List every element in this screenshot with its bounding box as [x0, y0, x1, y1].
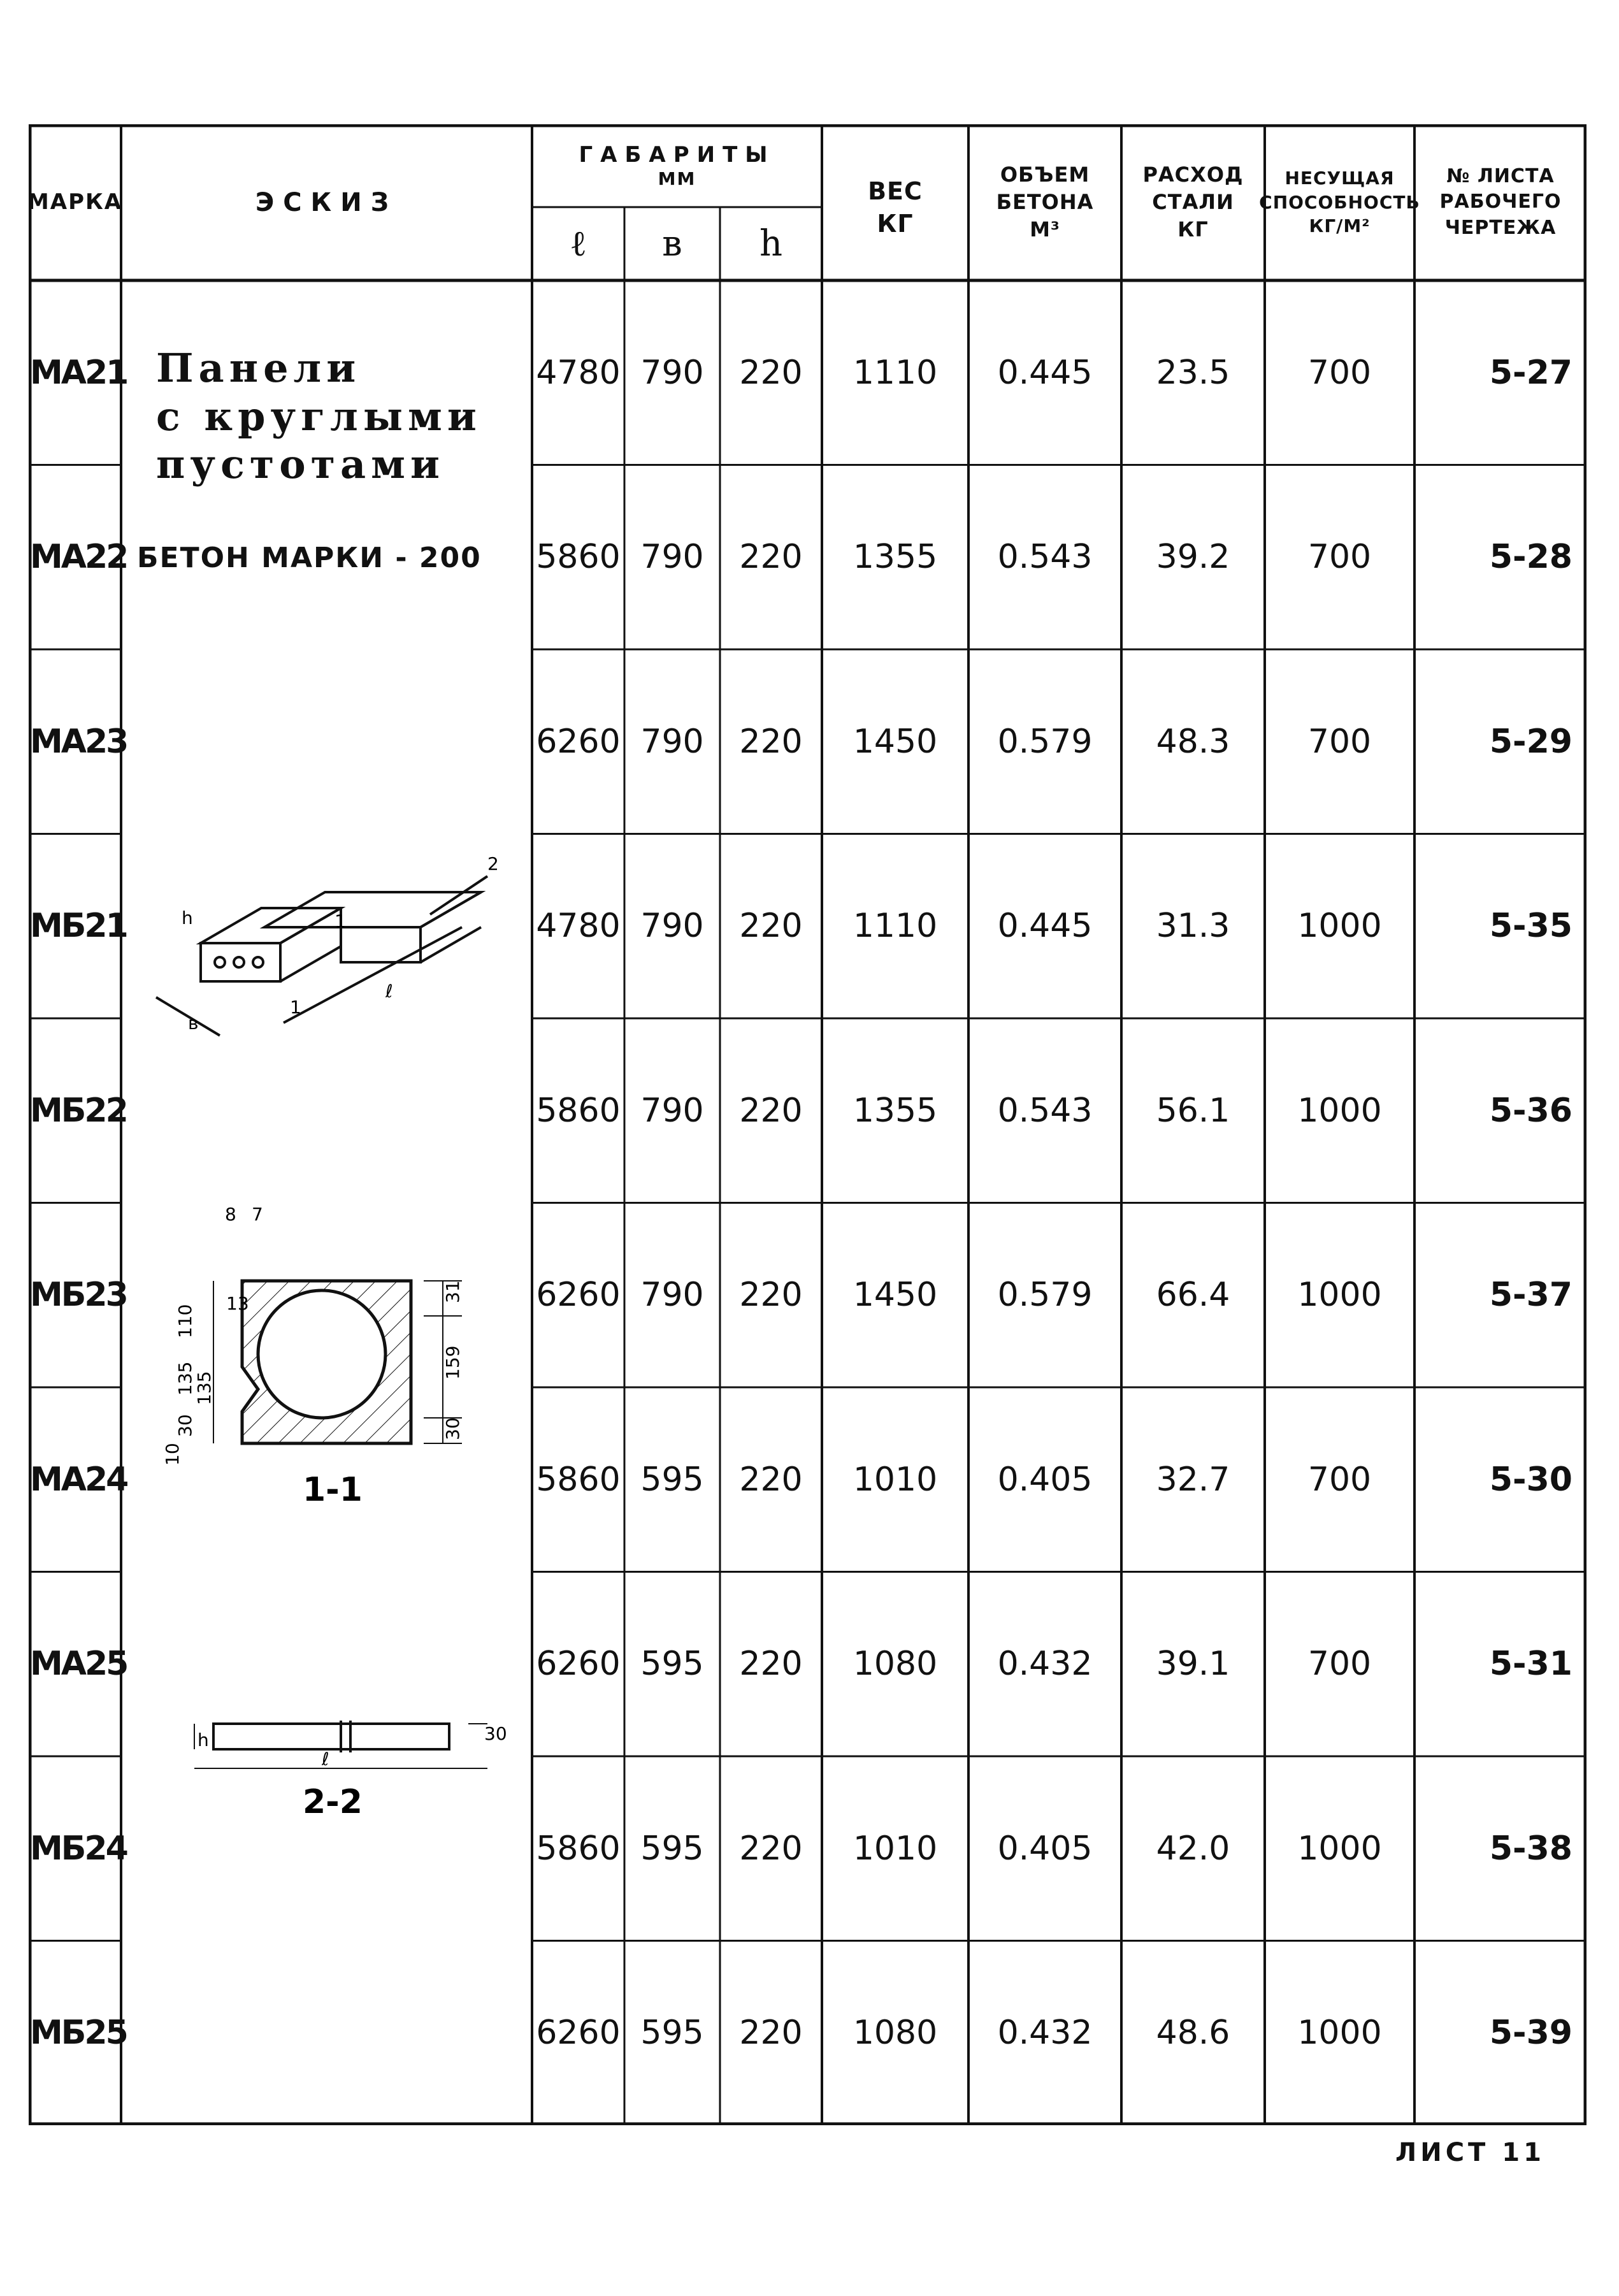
long-dim-30: 30	[484, 1723, 507, 1744]
header-capacity-line2: СПОСОБНОСТЬ	[1259, 191, 1420, 213]
sec-dim-8: 8	[225, 1204, 236, 1225]
cell-h: 220	[739, 2014, 803, 2053]
header-steel-line2: СТАЛИ	[1152, 189, 1234, 214]
header-sheet-line1: № ЛИСТА	[1446, 164, 1555, 187]
cell-sheet: 5-27	[1489, 353, 1572, 392]
cell-weight: 1450	[853, 722, 938, 761]
cell-h: 220	[739, 907, 803, 946]
sketch-title-line1: Панели	[156, 345, 361, 391]
long-dim-l: ℓ	[322, 1749, 329, 1770]
sec-dim-135b: 135	[194, 1371, 215, 1405]
cell-weight: 1080	[853, 2014, 938, 2053]
header-steel-line3: КГ	[1177, 217, 1209, 242]
cell-volume: 0.445	[997, 907, 1093, 946]
cell-b: 595	[640, 2014, 704, 2053]
iso-dim-1a: 1	[335, 911, 346, 932]
cell-mark: МА23	[30, 722, 127, 761]
cell-capacity: 700	[1307, 722, 1372, 761]
header-dimensions-title: ГАБАРИТЫ	[579, 141, 775, 168]
cell-steel: 39.2	[1156, 538, 1230, 577]
cell-capacity: 1000	[1297, 1276, 1382, 1315]
cell-weight: 1010	[853, 1829, 938, 1868]
cell-mark: МБ23	[30, 1276, 127, 1315]
cell-sheet: 5-30	[1489, 1460, 1572, 1499]
header-weight	[822, 124, 968, 280]
iso-dim-2: 2	[487, 853, 499, 874]
header-dim-h: h	[759, 223, 783, 264]
cell-b: 790	[640, 353, 704, 392]
cell-volume: 0.543	[997, 1091, 1093, 1130]
header-dim-b: в	[662, 223, 682, 264]
cell-weight: 1110	[853, 353, 938, 392]
cell-l: 6260	[536, 1276, 621, 1315]
sec-dim-135a: 135	[175, 1361, 196, 1396]
cell-capacity: 1000	[1297, 1091, 1382, 1130]
cell-mark: МБ25	[30, 2014, 127, 2053]
sec-dim-10: 10	[162, 1443, 183, 1466]
iso-dim-b: в	[188, 1013, 199, 1034]
cell-weight: 1110	[853, 907, 938, 946]
cell-weight: 1355	[853, 538, 938, 577]
sketch-title-line2: с круглыми	[156, 393, 482, 440]
cell-volume: 0.405	[997, 1460, 1093, 1499]
sec-dim-13: 13	[226, 1293, 249, 1314]
cell-steel: 31.3	[1156, 907, 1230, 946]
cell-mark: МБ24	[30, 1829, 127, 1868]
cell-sheet: 5-28	[1489, 538, 1572, 577]
cell-volume: 0.579	[997, 722, 1093, 761]
sec-dim-110: 110	[175, 1304, 196, 1338]
header-sheet-line3: ЧЕРТЕЖА	[1444, 216, 1557, 239]
cell-b: 790	[640, 1276, 704, 1315]
cell-l: 4780	[536, 353, 621, 392]
cell-h: 220	[739, 1645, 803, 1684]
cell-weight: 1450	[853, 1276, 938, 1315]
sec-dim-30: 30	[175, 1414, 196, 1437]
concrete-grade: БЕТОН МАРКИ - 200	[137, 542, 482, 574]
cell-capacity: 1000	[1297, 907, 1382, 946]
cell-volume: 0.432	[997, 1645, 1093, 1684]
header-volume-line3: М³	[1030, 217, 1060, 242]
cell-l: 5860	[536, 1829, 621, 1868]
cell-steel: 39.1	[1156, 1645, 1230, 1684]
cell-sheet: 5-29	[1489, 722, 1572, 761]
header-sheet	[1414, 124, 1587, 280]
cell-h: 220	[739, 1091, 803, 1130]
spec-sheet	[29, 124, 1587, 2125]
cell-steel: 32.7	[1156, 1460, 1230, 1499]
cell-sheet: 5-36	[1489, 1091, 1572, 1130]
cell-h: 220	[739, 353, 803, 392]
sketch-title-line3: пустотами	[156, 441, 445, 488]
cell-capacity: 700	[1307, 538, 1372, 577]
cell-steel: 66.4	[1156, 1276, 1230, 1315]
cell-mark: МБ22	[30, 1091, 127, 1130]
cell-volume: 0.445	[997, 353, 1093, 392]
cell-sheet: 5-38	[1489, 1829, 1572, 1868]
header-capacity-line1: НЕСУЩАЯ	[1284, 167, 1395, 189]
iso-dim-h: h	[182, 907, 193, 928]
cell-l: 5860	[536, 1460, 621, 1499]
cell-b: 790	[640, 1091, 704, 1130]
cell-l: 5860	[536, 538, 621, 577]
header-weight-line2: КГ	[877, 210, 914, 238]
header-volume	[968, 124, 1121, 280]
panel-isometric-sketch	[131, 832, 532, 1042]
sec-dim-7: 7	[252, 1204, 263, 1225]
sec-dim-159: 159	[442, 1345, 463, 1380]
cell-b: 595	[640, 1645, 704, 1684]
cell-volume: 0.432	[997, 2014, 1093, 2053]
header-dim-l: ℓ	[570, 223, 587, 264]
header-capacity-line3: КГ/М²	[1309, 215, 1371, 237]
long-section-2-2-sketch	[131, 1711, 532, 1877]
cell-b: 790	[640, 538, 704, 577]
cell-l: 6260	[536, 2014, 621, 2053]
cell-h: 220	[739, 1829, 803, 1868]
cell-b: 595	[640, 1460, 704, 1499]
cell-capacity: 700	[1307, 1645, 1372, 1684]
sec-dim-30r: 30	[442, 1417, 463, 1440]
cell-capacity: 700	[1307, 353, 1372, 392]
cell-sheet: 5-31	[1489, 1645, 1572, 1684]
header-capacity	[1259, 124, 1420, 280]
cell-l: 4780	[536, 907, 621, 946]
cross-section-1-1-sketch	[131, 1201, 532, 1526]
cell-volume: 0.405	[997, 1829, 1093, 1868]
cell-l: 5860	[536, 1091, 621, 1130]
iso-dim-1b: 1	[290, 997, 301, 1018]
long-dim-h: h	[198, 1729, 209, 1751]
cell-h: 220	[739, 722, 803, 761]
cell-steel: 56.1	[1156, 1091, 1230, 1130]
sketch-title	[156, 344, 538, 489]
header-mark: МАРКА	[27, 189, 123, 215]
cell-mark: МА24	[30, 1460, 127, 1499]
cell-volume: 0.543	[997, 538, 1093, 577]
section-1-1-label: 1-1	[303, 1471, 363, 1509]
header-dimensions-unit: ММ	[658, 168, 696, 189]
sheet-number: ЛИСТ 11	[1395, 2138, 1545, 2167]
iso-dim-l: ℓ	[385, 981, 393, 1002]
sec-dim-31: 31	[442, 1280, 463, 1303]
cell-volume: 0.579	[997, 1276, 1093, 1315]
section-2-2-label: 2-2	[303, 1783, 363, 1821]
cell-h: 220	[739, 1460, 803, 1499]
cell-capacity: 700	[1307, 1460, 1372, 1499]
cell-b: 790	[640, 907, 704, 946]
header-volume-line1: ОБЪЕМ	[1000, 162, 1090, 187]
header-volume-line2: БЕТОНА	[996, 189, 1094, 214]
cell-sheet: 5-37	[1489, 1276, 1572, 1315]
cell-sheet: 5-35	[1489, 907, 1572, 946]
header-steel	[1121, 124, 1265, 280]
cell-capacity: 1000	[1297, 2014, 1382, 2053]
cell-mark: МА22	[30, 538, 127, 577]
cell-sheet: 5-39	[1489, 2014, 1572, 2053]
cell-l: 6260	[536, 722, 621, 761]
cell-steel: 48.3	[1156, 722, 1230, 761]
cell-h: 220	[739, 538, 803, 577]
header-sheet-line2: РАБОЧЕГО	[1439, 191, 1562, 213]
cell-weight: 1010	[853, 1460, 938, 1499]
cell-weight: 1080	[853, 1645, 938, 1684]
cell-capacity: 1000	[1297, 1829, 1382, 1868]
cell-l: 6260	[536, 1645, 621, 1684]
cell-mark: МА21	[30, 353, 127, 392]
header-dimensions	[532, 124, 822, 207]
cell-b: 790	[640, 722, 704, 761]
header-sketch: ЭСКИЗ	[255, 187, 398, 217]
cell-steel: 48.6	[1156, 2014, 1230, 2053]
cell-steel: 42.0	[1156, 1829, 1230, 1868]
cell-weight: 1355	[853, 1091, 938, 1130]
cell-mark: МА25	[30, 1645, 127, 1684]
cell-steel: 23.5	[1156, 353, 1230, 392]
header-weight-line1: ВЕС	[868, 177, 923, 205]
cell-h: 220	[739, 1276, 803, 1315]
cell-mark: МБ21	[30, 907, 127, 946]
header-steel-line1: РАСХОД	[1142, 162, 1244, 187]
cell-b: 595	[640, 1829, 704, 1868]
